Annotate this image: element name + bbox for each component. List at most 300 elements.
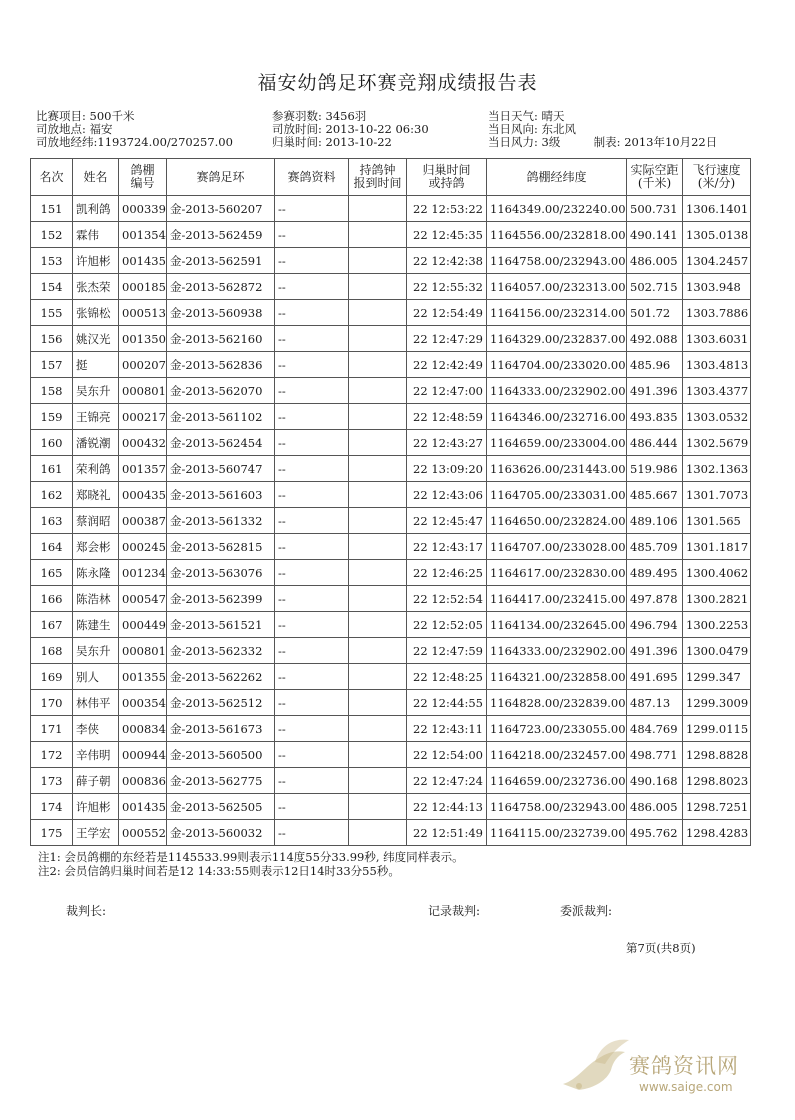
- table-row: [31, 378, 751, 404]
- table-cell: 辛伟明: [73, 742, 119, 768]
- table-cell: 22 12:47:59: [407, 638, 487, 664]
- table-cell: 495.762: [627, 820, 683, 846]
- table-cell: 金-2013-561102: [167, 404, 275, 430]
- table-cell: 潘锐潮: [73, 430, 119, 456]
- table-cell: --: [275, 196, 349, 222]
- table-cell: 金-2013-561521: [167, 612, 275, 638]
- table-cell: 000944: [119, 742, 167, 768]
- pigeon-logo-icon: [555, 1032, 635, 1102]
- table-row: [31, 482, 751, 508]
- table-cell: 金-2013-562160: [167, 326, 275, 352]
- column-header: 赛鸽资料: [275, 159, 349, 196]
- table-cell: [349, 196, 407, 222]
- table-cell: [349, 690, 407, 716]
- release-time: 司放时间: 2013-10-22 06:30: [272, 122, 429, 136]
- table-cell: 1164218.00/232457.00: [487, 742, 627, 768]
- table-cell: 000207: [119, 352, 167, 378]
- table-cell: 1164659.00/232736.00: [487, 768, 627, 794]
- table-cell: 153: [31, 248, 73, 274]
- table-cell: 1164134.00/232645.00: [487, 612, 627, 638]
- meta-left: [36, 110, 233, 149]
- wind-direction: 当日风向: 东北风: [488, 122, 577, 136]
- table-cell: 22 12:45:35: [407, 222, 487, 248]
- table-cell: 484.769: [627, 716, 683, 742]
- table-cell: 薛子朝: [73, 768, 119, 794]
- table-cell: 金-2013-560032: [167, 820, 275, 846]
- table-cell: 496.794: [627, 612, 683, 638]
- table-cell: 1164321.00/232858.00: [487, 664, 627, 690]
- table-cell: [349, 534, 407, 560]
- table-cell: 001350: [119, 326, 167, 352]
- meta-middle: [272, 110, 429, 149]
- table-cell: 173: [31, 768, 73, 794]
- table-cell: 1164650.00/232824.00: [487, 508, 627, 534]
- table-cell: 金-2013-562070: [167, 378, 275, 404]
- table-cell: 王锦亮: [73, 404, 119, 430]
- table-cell: 489.495: [627, 560, 683, 586]
- table-cell: 152: [31, 222, 73, 248]
- table-cell: [349, 742, 407, 768]
- table-cell: 1303.948: [683, 274, 751, 300]
- table-cell: 486.005: [627, 794, 683, 820]
- table-cell: 1303.7886: [683, 300, 751, 326]
- table-cell: 陈永隆: [73, 560, 119, 586]
- note-1: 注1: 会员鸽棚的东经若是1145533.99则表示114度55分33.99秒, 纬度同样表示。: [38, 850, 464, 864]
- table-cell: --: [275, 716, 349, 742]
- table-cell: 000834: [119, 716, 167, 742]
- table-cell: 金-2013-560938: [167, 300, 275, 326]
- table-cell: 169: [31, 664, 73, 690]
- table-cell: 490.141: [627, 222, 683, 248]
- table-cell: 1164349.00/232240.00: [487, 196, 627, 222]
- table-cell: 1302.1363: [683, 456, 751, 482]
- table-cell: 金-2013-561332: [167, 508, 275, 534]
- table-cell: --: [275, 794, 349, 820]
- table-cell: 1298.8828: [683, 742, 751, 768]
- table-cell: [349, 248, 407, 274]
- table-cell: --: [275, 560, 349, 586]
- table-cell: 1298.8023: [683, 768, 751, 794]
- table-cell: 1164659.00/233004.00: [487, 430, 627, 456]
- table-cell: 487.13: [627, 690, 683, 716]
- page-number: 第7页(共8页): [626, 941, 696, 955]
- table-cell: --: [275, 534, 349, 560]
- table-cell: 1164329.00/232837.00: [487, 326, 627, 352]
- table-cell: 160: [31, 430, 73, 456]
- table-cell: 22 12:43:06: [407, 482, 487, 508]
- table-cell: 501.72: [627, 300, 683, 326]
- table-cell: 郑会彬: [73, 534, 119, 560]
- release-place: 司放地点: 福安: [36, 122, 113, 136]
- release-coords: 司放地经纬:1193724.00/270257.00: [36, 135, 233, 149]
- table-cell: 174: [31, 794, 73, 820]
- table-cell: [349, 222, 407, 248]
- table-row: [31, 586, 751, 612]
- table-cell: --: [275, 820, 349, 846]
- table-cell: 1301.1817: [683, 534, 751, 560]
- table-cell: 22 12:43:27: [407, 430, 487, 456]
- table-body: [31, 196, 751, 846]
- table-cell: 161: [31, 456, 73, 482]
- weather: 当日天气: 晴天: [488, 109, 565, 123]
- table-cell: 金-2013-562262: [167, 664, 275, 690]
- table-cell: 1305.0138: [683, 222, 751, 248]
- table-cell: [349, 508, 407, 534]
- table-cell: 22 12:54:49: [407, 300, 487, 326]
- table-cell: 许旭彬: [73, 248, 119, 274]
- table-cell: --: [275, 638, 349, 664]
- table-cell: --: [275, 508, 349, 534]
- column-header: 实际空距 (千米): [627, 159, 683, 196]
- table-cell: 159: [31, 404, 73, 430]
- notes: [38, 850, 464, 878]
- table-cell: 154: [31, 274, 73, 300]
- table-cell: 22 12:53:22: [407, 196, 487, 222]
- table-cell: --: [275, 768, 349, 794]
- table-cell: 498.771: [627, 742, 683, 768]
- table-cell: 荣利鸽: [73, 456, 119, 482]
- header-row: [31, 159, 751, 196]
- table-cell: 挺: [73, 352, 119, 378]
- table-cell: 金-2013-561603: [167, 482, 275, 508]
- table-cell: 485.667: [627, 482, 683, 508]
- table-cell: 金-2013-560207: [167, 196, 275, 222]
- column-header: 鸽棚经纬度: [487, 159, 627, 196]
- table-cell: 22 12:47:24: [407, 768, 487, 794]
- table-cell: 000245: [119, 534, 167, 560]
- table-cell: 金-2013-562591: [167, 248, 275, 274]
- table-cell: 金-2013-562775: [167, 768, 275, 794]
- table-cell: 162: [31, 482, 73, 508]
- table-cell: 000185: [119, 274, 167, 300]
- table-row: [31, 612, 751, 638]
- table-row: [31, 508, 751, 534]
- table-cell: 163: [31, 508, 73, 534]
- table-cell: 金-2013-562399: [167, 586, 275, 612]
- table-cell: [349, 820, 407, 846]
- table-cell: 492.088: [627, 326, 683, 352]
- table-cell: 1300.2253: [683, 612, 751, 638]
- table-cell: 22 12:43:17: [407, 534, 487, 560]
- table-cell: 金-2013-563076: [167, 560, 275, 586]
- table-cell: 22 12:44:13: [407, 794, 487, 820]
- table-row: [31, 222, 751, 248]
- table-cell: 1304.2457: [683, 248, 751, 274]
- table-cell: 000513: [119, 300, 167, 326]
- table-cell: 蔡润昭: [73, 508, 119, 534]
- table-cell: 519.986: [627, 456, 683, 482]
- table-cell: 001234: [119, 560, 167, 586]
- table-row: [31, 534, 751, 560]
- table-cell: [349, 638, 407, 664]
- note-2: 注2: 会员信鸽归巢时间若是12 14:33:55则表示12日14时33分55秒。: [38, 864, 400, 878]
- table-cell: 1164156.00/232314.00: [487, 300, 627, 326]
- table-cell: 姚汉光: [73, 326, 119, 352]
- table-cell: 许旭彬: [73, 794, 119, 820]
- table-cell: 金-2013-560500: [167, 742, 275, 768]
- table-cell: 吴东升: [73, 378, 119, 404]
- table-cell: 1164115.00/232739.00: [487, 820, 627, 846]
- table-cell: 164: [31, 534, 73, 560]
- table-row: [31, 794, 751, 820]
- table-cell: 000547: [119, 586, 167, 612]
- table-cell: 1163626.00/231443.00: [487, 456, 627, 482]
- table-cell: 金-2013-562454: [167, 430, 275, 456]
- table-cell: 22 12:43:11: [407, 716, 487, 742]
- table-row: [31, 300, 751, 326]
- table-cell: 1164705.00/233031.00: [487, 482, 627, 508]
- table-cell: 489.106: [627, 508, 683, 534]
- table-cell: --: [275, 690, 349, 716]
- table-cell: 500.731: [627, 196, 683, 222]
- table-cell: [349, 664, 407, 690]
- table-cell: 张锦松: [73, 300, 119, 326]
- table-cell: 22 12:42:38: [407, 248, 487, 274]
- table-cell: 486.005: [627, 248, 683, 274]
- table-cell: 485.709: [627, 534, 683, 560]
- table-cell: 1302.5679: [683, 430, 751, 456]
- table-cell: 1299.3009: [683, 690, 751, 716]
- table-cell: 林伟平: [73, 690, 119, 716]
- table-cell: [349, 586, 407, 612]
- table-row: [31, 248, 751, 274]
- table-cell: 156: [31, 326, 73, 352]
- table-cell: 1164617.00/232830.00: [487, 560, 627, 586]
- table-cell: --: [275, 274, 349, 300]
- table-cell: --: [275, 430, 349, 456]
- watermark: [555, 1032, 785, 1112]
- table-row: [31, 404, 751, 430]
- table-cell: 000217: [119, 404, 167, 430]
- table-cell: 1164828.00/232839.00: [487, 690, 627, 716]
- table-cell: 166: [31, 586, 73, 612]
- meta-right: [488, 110, 717, 149]
- table-cell: 172: [31, 742, 73, 768]
- table-cell: 金-2013-562815: [167, 534, 275, 560]
- table-cell: 000449: [119, 612, 167, 638]
- table-cell: --: [275, 404, 349, 430]
- column-header: 持鸽钟 报到时间: [349, 159, 407, 196]
- table-cell: 502.715: [627, 274, 683, 300]
- table-cell: 000339: [119, 196, 167, 222]
- table-cell: [349, 430, 407, 456]
- table-row: [31, 274, 751, 300]
- table-cell: [349, 274, 407, 300]
- table-cell: [349, 352, 407, 378]
- table-cell: 1164556.00/232818.00: [487, 222, 627, 248]
- table-cell: 金-2013-562505: [167, 794, 275, 820]
- report-title: 福安幼鸽足环赛竞翔成绩报告表: [257, 72, 538, 94]
- table-cell: 158: [31, 378, 73, 404]
- wind-force: 当日风力: 3级: [488, 135, 561, 149]
- table-cell: 155: [31, 300, 73, 326]
- made-date: 制表: 2013年10月22日: [593, 135, 718, 149]
- table-cell: 000801: [119, 638, 167, 664]
- table-cell: 490.168: [627, 768, 683, 794]
- table-cell: 金-2013-562512: [167, 690, 275, 716]
- table-cell: 168: [31, 638, 73, 664]
- table-cell: --: [275, 222, 349, 248]
- table-cell: 1298.7251: [683, 794, 751, 820]
- chief-judge-label: 裁判长:: [66, 904, 107, 918]
- table-row: [31, 768, 751, 794]
- assigned-judge-label: 委派裁判:: [560, 904, 613, 918]
- table-row: [31, 820, 751, 846]
- table-row: [31, 456, 751, 482]
- table-cell: 22 12:47:29: [407, 326, 487, 352]
- results-table: [30, 158, 751, 846]
- table-row: [31, 430, 751, 456]
- table-cell: [349, 378, 407, 404]
- table-cell: 175: [31, 820, 73, 846]
- table-cell: 吴东升: [73, 638, 119, 664]
- table-cell: 1303.4813: [683, 352, 751, 378]
- table-cell: 金-2013-562459: [167, 222, 275, 248]
- table-cell: 000432: [119, 430, 167, 456]
- table-cell: [349, 404, 407, 430]
- table-cell: 1164417.00/232415.00: [487, 586, 627, 612]
- table-cell: 001435: [119, 248, 167, 274]
- table-cell: --: [275, 742, 349, 768]
- table-cell: 22 12:48:25: [407, 664, 487, 690]
- table-cell: 1164704.00/233020.00: [487, 352, 627, 378]
- column-header: 鸽棚 编号: [119, 159, 167, 196]
- table-cell: --: [275, 352, 349, 378]
- table-row: [31, 352, 751, 378]
- watermark-url: www.saige.com: [639, 1080, 733, 1094]
- table-row: [31, 560, 751, 586]
- column-header: 姓名: [73, 159, 119, 196]
- table-cell: 001435: [119, 794, 167, 820]
- table-cell: --: [275, 482, 349, 508]
- table-cell: 1164758.00/232943.00: [487, 248, 627, 274]
- entries-count: 参赛羽数: 3456羽: [272, 109, 367, 123]
- table-cell: 1303.4377: [683, 378, 751, 404]
- table-row: [31, 638, 751, 664]
- table-cell: 167: [31, 612, 73, 638]
- table-cell: 000354: [119, 690, 167, 716]
- table-cell: 陈浩林: [73, 586, 119, 612]
- column-header: 飞行速度 (米/分): [683, 159, 751, 196]
- table-cell: 22 13:09:20: [407, 456, 487, 482]
- table-cell: 1300.4062: [683, 560, 751, 586]
- table-cell: --: [275, 612, 349, 638]
- table-cell: 1164758.00/232943.00: [487, 794, 627, 820]
- table-cell: 485.96: [627, 352, 683, 378]
- table-cell: 1303.0532: [683, 404, 751, 430]
- table-cell: 李侠: [73, 716, 119, 742]
- table-row: [31, 742, 751, 768]
- table-cell: 1164057.00/232313.00: [487, 274, 627, 300]
- table-cell: 497.878: [627, 586, 683, 612]
- table-cell: 张杰荣: [73, 274, 119, 300]
- table-cell: 165: [31, 560, 73, 586]
- table-cell: 22 12:42:49: [407, 352, 487, 378]
- table-cell: 金-2013-562836: [167, 352, 275, 378]
- table-cell: 491.396: [627, 378, 683, 404]
- race-item: 比赛项目: 500千米: [36, 109, 135, 123]
- table-cell: 1300.2821: [683, 586, 751, 612]
- table-cell: [349, 326, 407, 352]
- table-row: [31, 196, 751, 222]
- table-cell: 凯利鸽: [73, 196, 119, 222]
- table-cell: [349, 560, 407, 586]
- return-time: 归巢时间: 2013-10-22: [272, 135, 392, 149]
- table-cell: 别人: [73, 664, 119, 690]
- table-cell: 金-2013-562872: [167, 274, 275, 300]
- table-cell: --: [275, 300, 349, 326]
- table-row: [31, 690, 751, 716]
- table-cell: 1164723.00/233055.00: [487, 716, 627, 742]
- table-header: [31, 159, 751, 196]
- table-cell: 1301.7073: [683, 482, 751, 508]
- table-cell: [349, 716, 407, 742]
- table-cell: 22 12:44:55: [407, 690, 487, 716]
- table-cell: 000552: [119, 820, 167, 846]
- table-cell: 170: [31, 690, 73, 716]
- table-cell: [349, 300, 407, 326]
- table-cell: --: [275, 456, 349, 482]
- watermark-brand: 赛鸽资讯网: [629, 1054, 739, 1078]
- table-cell: 1306.1401: [683, 196, 751, 222]
- table-cell: 金-2013-560747: [167, 456, 275, 482]
- table-cell: 22 12:46:25: [407, 560, 487, 586]
- table-cell: 郑晓礼: [73, 482, 119, 508]
- table-cell: --: [275, 326, 349, 352]
- table-cell: [349, 794, 407, 820]
- table-cell: 1164333.00/232902.00: [487, 378, 627, 404]
- column-header: 名次: [31, 159, 73, 196]
- table-cell: 000387: [119, 508, 167, 534]
- table-cell: 22 12:52:05: [407, 612, 487, 638]
- table-cell: 493.835: [627, 404, 683, 430]
- table-cell: 486.444: [627, 430, 683, 456]
- table-cell: 1299.347: [683, 664, 751, 690]
- table-cell: 22 12:51:49: [407, 820, 487, 846]
- table-cell: 22 12:55:32: [407, 274, 487, 300]
- table-row: [31, 664, 751, 690]
- table-cell: 1298.4283: [683, 820, 751, 846]
- table-cell: [349, 456, 407, 482]
- table-cell: 157: [31, 352, 73, 378]
- table-cell: 陈建生: [73, 612, 119, 638]
- table-cell: [349, 768, 407, 794]
- table-cell: 1164346.00/232716.00: [487, 404, 627, 430]
- table-cell: 1301.565: [683, 508, 751, 534]
- table-cell: --: [275, 248, 349, 274]
- table-cell: 22 12:48:59: [407, 404, 487, 430]
- table-cell: --: [275, 664, 349, 690]
- table-row: [31, 716, 751, 742]
- table-cell: [349, 482, 407, 508]
- table-cell: 001355: [119, 664, 167, 690]
- table-cell: 491.695: [627, 664, 683, 690]
- table-cell: 金-2013-561673: [167, 716, 275, 742]
- table-row: [31, 326, 751, 352]
- table-cell: 000801: [119, 378, 167, 404]
- table-cell: [349, 612, 407, 638]
- table-cell: 王学宏: [73, 820, 119, 846]
- table-cell: 001357: [119, 456, 167, 482]
- table-cell: 霖伟: [73, 222, 119, 248]
- table-cell: 1303.6031: [683, 326, 751, 352]
- table-cell: 000836: [119, 768, 167, 794]
- table-cell: --: [275, 586, 349, 612]
- table-cell: 491.396: [627, 638, 683, 664]
- table-cell: 1164707.00/233028.00: [487, 534, 627, 560]
- column-header: 赛鸽足环: [167, 159, 275, 196]
- table-cell: 001354: [119, 222, 167, 248]
